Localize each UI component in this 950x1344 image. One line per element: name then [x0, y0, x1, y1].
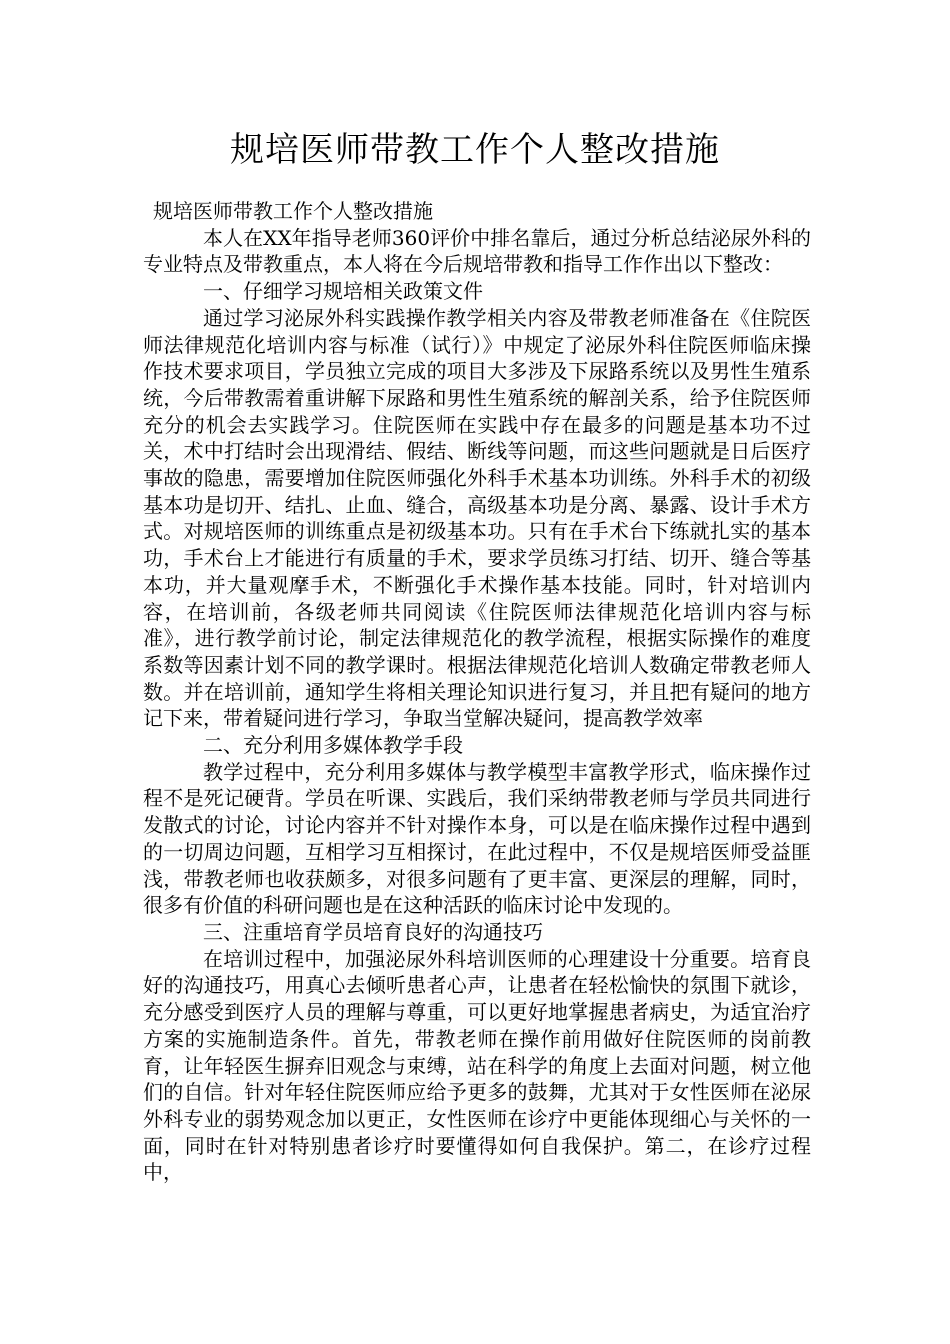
section-heading-2: 二、充分利用多媒体教学手段: [203, 733, 463, 758]
section-3-paragraph: 在培训过程中，加强泌尿外科培训医师的心理建设十分重要。培育良好的沟通技巧，用真心去倾听患者心声，让患者在轻松愉快的氛围下就诊，充分感受到医疗人员的理解与尊重，可以更好地掌握患者病史，为适宜治疗方案的实施制造条件。首先，带教老师在操作前用做好住院医师的岗前教育，让年轻医生摒弃旧观念与束缚，站在科学的角度上去面对问题，树立他们的自信。针对年轻住院医师应给予更多的鼓舞，尤其对于女性医师在泌尿外科专业的弱势观念加以更正，女性医师在诊疗中更能体现细心与关怀的一面，同时在针对特别患者诊疗时要懂得如何自我保护。第二，在诊疗过程中，: [143, 946, 811, 1185]
section-heading-1: 一、仔细学习规培相关政策文件: [203, 279, 483, 304]
section-2-paragraph: 教学过程中，充分利用多媒体与教学模型丰富教学形式，临床操作过程不是死记硬背。学员在听课、实践后，我们采纳带教老师与学员共同进行发散式的讨论，讨论内容并不针对操作本身，可以是在临床操作过程中遇到的一切周边问题，互相学习互相探讨，在此过程中，不仅是规培医师受益匪浅，带教老师也收获颇多，对很多问题有了更丰富、更深层的理解，同时，很多有价值的科研问题也是在这种活跃的临床讨论中发现的。: [143, 759, 811, 918]
section-1-paragraph: 通过学习泌尿外科实践操作教学相关内容及带教老师准备在《住院医师法律规范化培训内容与标准（试行）》中规定了泌尿外科住院医师临床操作技术要求项目，学员独立完成的项目大多涉及下尿路系统以及男性生殖系统，今后带教需着重讲解下尿路和男性生殖系统的解剖关系，给予住院医师充分的机会去实践学习。住院医师在实践中存在最多的问题是基本功不过关，术中打结时会出现滑结、假结、断线等问题，而这些问题就是日后医疗事故的隐患，需要增加住院医师强化外科手术基本功训练。外科手术的初级基本功是切开、结扎、止血、缝合，高级基本功是分离、暴露、设计手术方式。对规培医师的训练重点是初级基本功。只有在手术台下练就扎实的基本功，手术台上才能进行有质量的手术，要求学员练习打结、切开、缝合等基本功，并大量观摩手术，不断强化手术操作基本技能。同时，针对培训内容，在培训前，各级老师共同阅读《住院医师法律规范化培训内容与标准》，进行教学前讨论，制定法律规范化的教学流程，根据实际操作的难度系数等因素计划不同的教学课时。根据法律规范化培训人数确定带教老师人数。并在培训前，通知学生将相关理论知识进行复习，并且把有疑问的地方记下来，带着疑问进行学习，争取当堂解决疑问，提高教学效率: [143, 305, 811, 731]
document-title: 规培医师带教工作个人整改措施: [230, 130, 720, 170]
document-body: [143, 198, 811, 1186]
section-heading-3: 三、注重培育学员培育良好的沟通技巧: [203, 919, 543, 944]
intro-paragraph: 本人在XX年指导老师360评价中排名靠后，通过分析总结泌尿外科的专业特点及带教重点，本人将在今后规培带教和指导工作作出以下整改：: [143, 225, 811, 277]
body-subtitle: 规培医师带教工作个人整改措施: [153, 199, 433, 223]
